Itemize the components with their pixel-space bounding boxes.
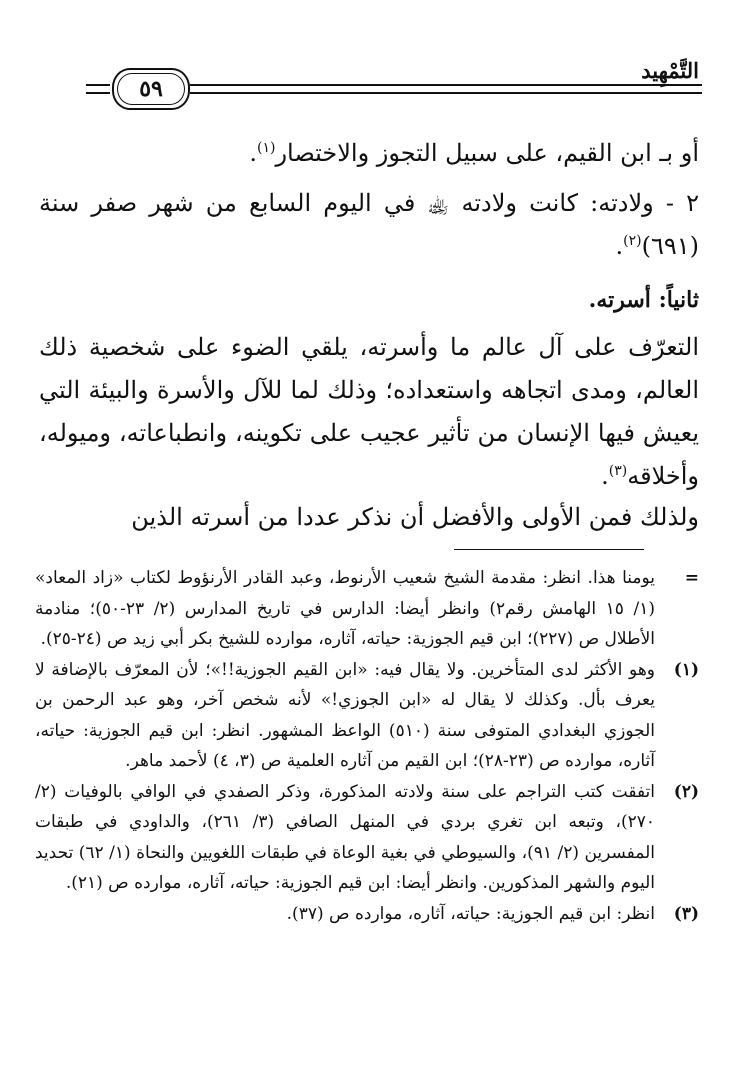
- footnote-text: يومنا هذا. انظر: مقدمة الشيخ شعيب الأرنوط، وعبد القادر الأرنؤوط لكتاب «زاد المعاد» (١/ ١٥ الهامش رقم٢) وانظر أيضا: الدارس في تاريخ المدارس (٢/ ٢٣-٥٠)؛ منادمة الأطلال ص (٢٢٧)؛ ابن قيم الجوزية: حياته، آثاره، موارده للشيخ بكر أبي زيد ص (٢٤-٢٥).: [35, 568, 655, 649]
- footnote-item: [35, 899, 699, 930]
- header-rule-right-bottom: [190, 92, 702, 94]
- footnote-ref-3[interactable]: (٣): [608, 463, 628, 479]
- paragraph-4: ولذلك فمن الأولى والأفضل أن نذكر عددا من أسرته الذين: [131, 503, 699, 531]
- header-rule-left-bottom: [86, 92, 110, 94]
- header-rule-left-top: [86, 84, 110, 86]
- footnote-text: اتفقت كتب التراجم على سنة ولادته المذكورة، وذكر الصفدي في الوافي بالوفيات (٢/ ٢٧٠)، وتبعه ابن تغري بردي في المنهل الصافي (٣/ ٢٦١)، والداودي في طبقات المفسرين (٢/ ٩١)، والسيوطي في بغية الوعاة في طبقات اللغويين والنحاة (١/ ٦٢) تحديد اليوم والشهر المذكورين. وانظر أيضا: ابن قيم الجوزية: حياته، آثاره، موارده ص (٢١).: [35, 781, 656, 893]
- paragraph-2-birth: [39, 182, 699, 268]
- footnote-ref-1[interactable]: (١): [256, 140, 276, 156]
- paragraph-3-family: [39, 326, 699, 498]
- footnote-text: وهو الأكثر لدى المتأخرين. ولا يقال فيه: «ابن القيم الجوزية!!»؛ لأن المعرّف بالإضافة لا يعرف بأل. وكذلك لا يقال له «ابن الجوزي!» لأنه شخص آخر، وهو عبد الرحمن بن الجوزي البغدادي المتوفى سنة (٥١٠) الواعظ المشهور. انظر: ابن قيم الجوزية: حياته، آثاره، موارده ص (٢٣-٢٨)؛ ابن القيم من آثاره العلمية ص (٣، ٤) لأحمد ماهر.: [35, 659, 656, 771]
- footnote-mark: (١): [673, 659, 699, 680]
- page-number-frame: [112, 68, 190, 110]
- section-title: التَّمْهِيد: [641, 58, 699, 83]
- footnote-item: [35, 563, 699, 655]
- footnote-mark: (٢): [673, 781, 699, 802]
- paragraph-1-text: أو بـ ابن القيم، على سبيل التجوز والاختصار: [275, 139, 699, 167]
- paragraph-1: [39, 132, 699, 175]
- footnote-mark: (٣): [673, 903, 699, 924]
- footnotes: [35, 563, 699, 929]
- footnote-text: انظر: ابن قيم الجوزية: حياته، آثاره، موارده ص (٣٧).: [286, 903, 655, 924]
- paragraph-1-end: .: [249, 139, 257, 167]
- page-number: ٥٩: [139, 76, 163, 102]
- footnote-separator: [454, 549, 644, 550]
- footnote-ref-2[interactable]: (٢): [623, 233, 642, 249]
- paragraph-2-text: ٢ - ولادته: كانت ولادته ﵀ في اليوم السابع من شهر صفر سنة (٦٩١): [39, 189, 699, 260]
- paragraph-2-end: .: [615, 232, 624, 260]
- paragraph-3-text: التعرّف على آل عالم ما وأسرته، يلقي الضوء على شخصية ذلك العالم، ومدى اتجاهه واستعداده؛ وذلك لما للآل والأسرة والبيئة التي يعيش فيها الإنسان من تأثير عجيب على تكوينه، وانطباعاته، وميوله، وأخلاقه: [39, 333, 699, 490]
- footnote-item: [35, 655, 699, 777]
- footnote-item: [35, 777, 699, 899]
- header-rule-right-top: [190, 84, 702, 86]
- paragraph-3-end: .: [601, 462, 609, 490]
- footnote-mark: =: [684, 568, 699, 588]
- heading-family: ثانياً: أسرته.: [588, 287, 699, 313]
